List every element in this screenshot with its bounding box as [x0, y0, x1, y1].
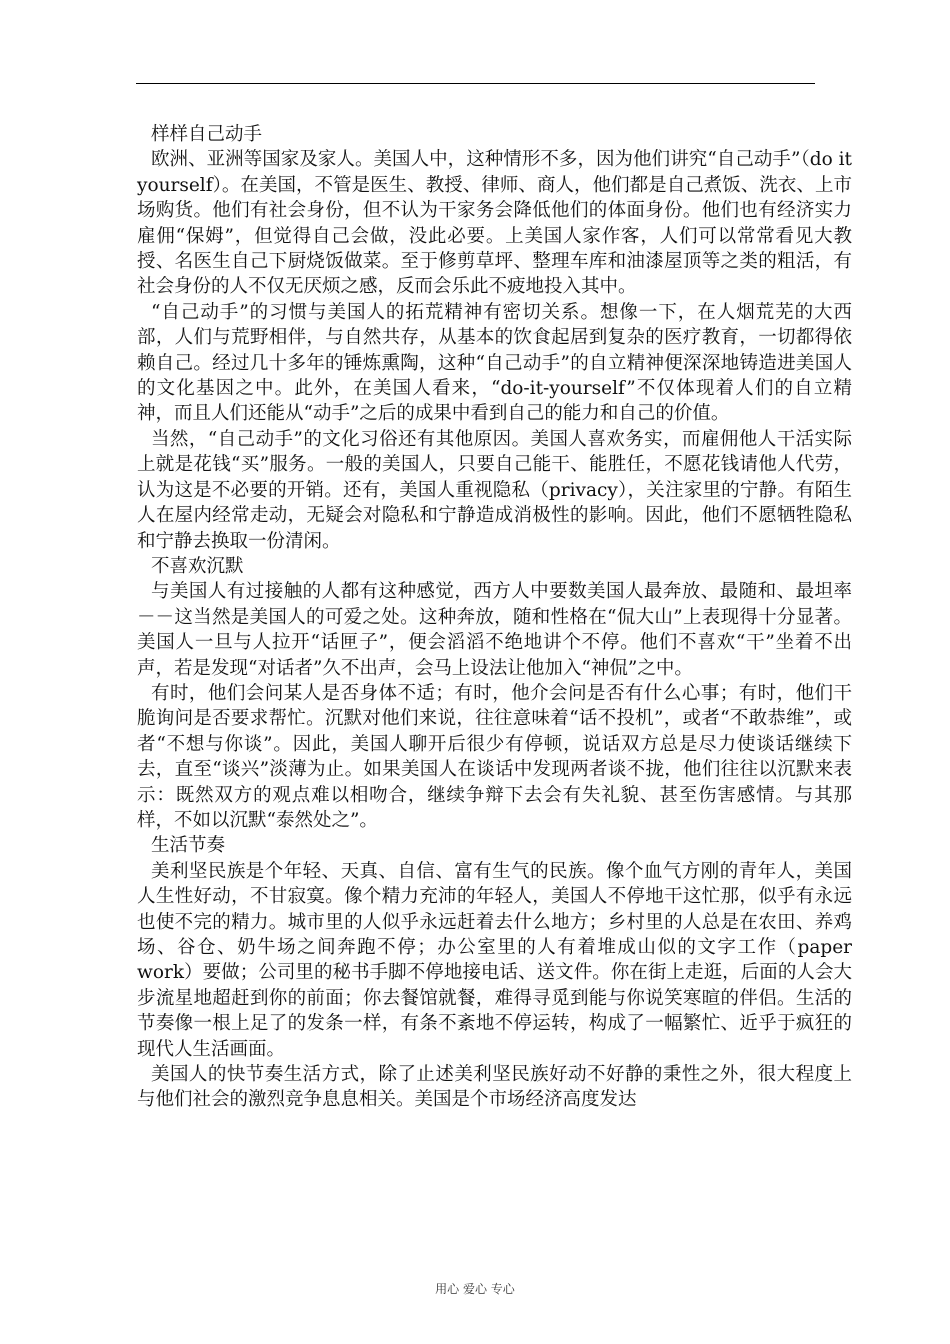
- paragraph: 美利坚民族是个年轻、天真、自信、富有生气的民族。像个血气方刚的青年人，美国人生性好动，不甘寂寞。像个精力充沛的年轻人，美国人不停地干这忙那，似乎有永远也使不完的精力。城市里的人似乎永远赶着去什么地方；乡村里的人总是在农田、养鸡场、谷仓、奶牛场之间奔跑不停；办公室里的人有着堆成山似的文字工作（paper work）要做；公司里的秘书手脚不停地接电话、送文件。你在街上走逛，后面的人会大步流星地超赶到你的前面；你去餐馆就餐，难得寻觅到能与你说笑寒暄的伴侣。生活的节奏像一根上足了的发条一样，有条不紊地不停运转，构成了一幅繁忙、近乎于疯狂的现代人生活画面。: [137, 860, 852, 1060]
- paragraph: 当然，“自己动手”的文化习俗还有其他原因。美国人喜欢务实，而雇佣他人干活实际上就是花钱“买”服务。一般的美国人，只要自己能干、能胜任，不愿花钱请他人代劳，认为这是不必要的开销。还有，美国人重视隐私（privacy），关注家里的宁静。有陌生人在屋内经常走动，无疑会对隐私和宁静造成消极性的影响。因此，他们不愿牺牲隐私和宁静去换取一份清闲。: [137, 428, 852, 552]
- paragraph: “自己动手”的习惯与美国人的拓荒精神有密切关系。想像一下，在人烟荒芜的大西部，人们与荒野相伴，与自然共存，从基本的饮食起居到复杂的医疗教育，一切都得依赖自己。经过几十多年的锤炼熏陶，这种“自己动手”的自立精神便深深地铸造进美国人的文化基因之中。此外，在美国人看来，“do-it-yourself”不仅体现着人们的自立精神，而且人们还能从“动手”之后的成果中看到自己的能力和自己的价值。: [137, 301, 852, 425]
- section-heading: 不喜欢沉默: [151, 555, 244, 577]
- paragraph: 有时，他们会问某人是否身体不适；有时，他介会问是否有什么心事；有时，他们干脆询问是否要求帮忙。沉默对他们来说，往往意味着“话不投机”，或者“不敢恭维”，或者“不想与你谈”。因此，美国人聊开后很少有停顿，说话双方总是尽力使谈话继续下去，直至“谈兴”淡薄为止。如果美国人在谈话中发现两者谈不拢，他们往往以沉默来表示：既然双方的观点难以相吻合，继续争辩下去会有失礼貌、甚至伤害感情。与其那样，不如以沉默“泰然处之”。: [137, 682, 852, 831]
- section-heading: 生活节奏: [151, 835, 226, 857]
- paragraph: 美国人的快节奏生活方式，除了止述美利坚民族好动不好静的秉性之外，很大程度上与他们社会的激烈竞争息息相关。美国是个市场经济高度发达: [137, 1064, 852, 1111]
- paragraph: 与美国人有过接触的人都有这种感觉，西方人中要数美国人最奔放、最随和、最坦率－－这当然是美国人的可爱之处。这种奔放，随和性格在“侃大山”上表现得十分显著。美国人一旦与人拉开“话匣子”，便会滔滔不绝地讲个不停。他们不喜欢“干”坐着不出声，若是发现“对话者”久不出声，会马上设法让他加入“神侃”之中。: [137, 581, 852, 679]
- section-heading: 样样自己动手: [151, 124, 263, 145]
- header-rule: [136, 83, 815, 84]
- document-body: [137, 122, 852, 1113]
- paragraph: 欧洲、亚洲等国家及家人。美国人中，这种情形不多，因为他们讲究“自己动手”（do it yourself）。在美国，不管是医生、教授、律师、商人，他们都是自己煮饭、洗衣、上市场购货。他们有社会身份，但不认为干家务会降低他们的体面身份。他们也有经济实力雇佣“保姆”，但觉得自己会做，没此必要。上美国人家作客，人们可以常常看见大教授、名医生自己下厨烧饭做菜。至于修剪草坪、整理车库和油漆屋顶等之类的粗活，有社会身份的人不仅无厌烦之感，反而会乐此不疲地投入其中。: [137, 149, 852, 298]
- page-footer: 用心 爱心 专心: [435, 1282, 515, 1296]
